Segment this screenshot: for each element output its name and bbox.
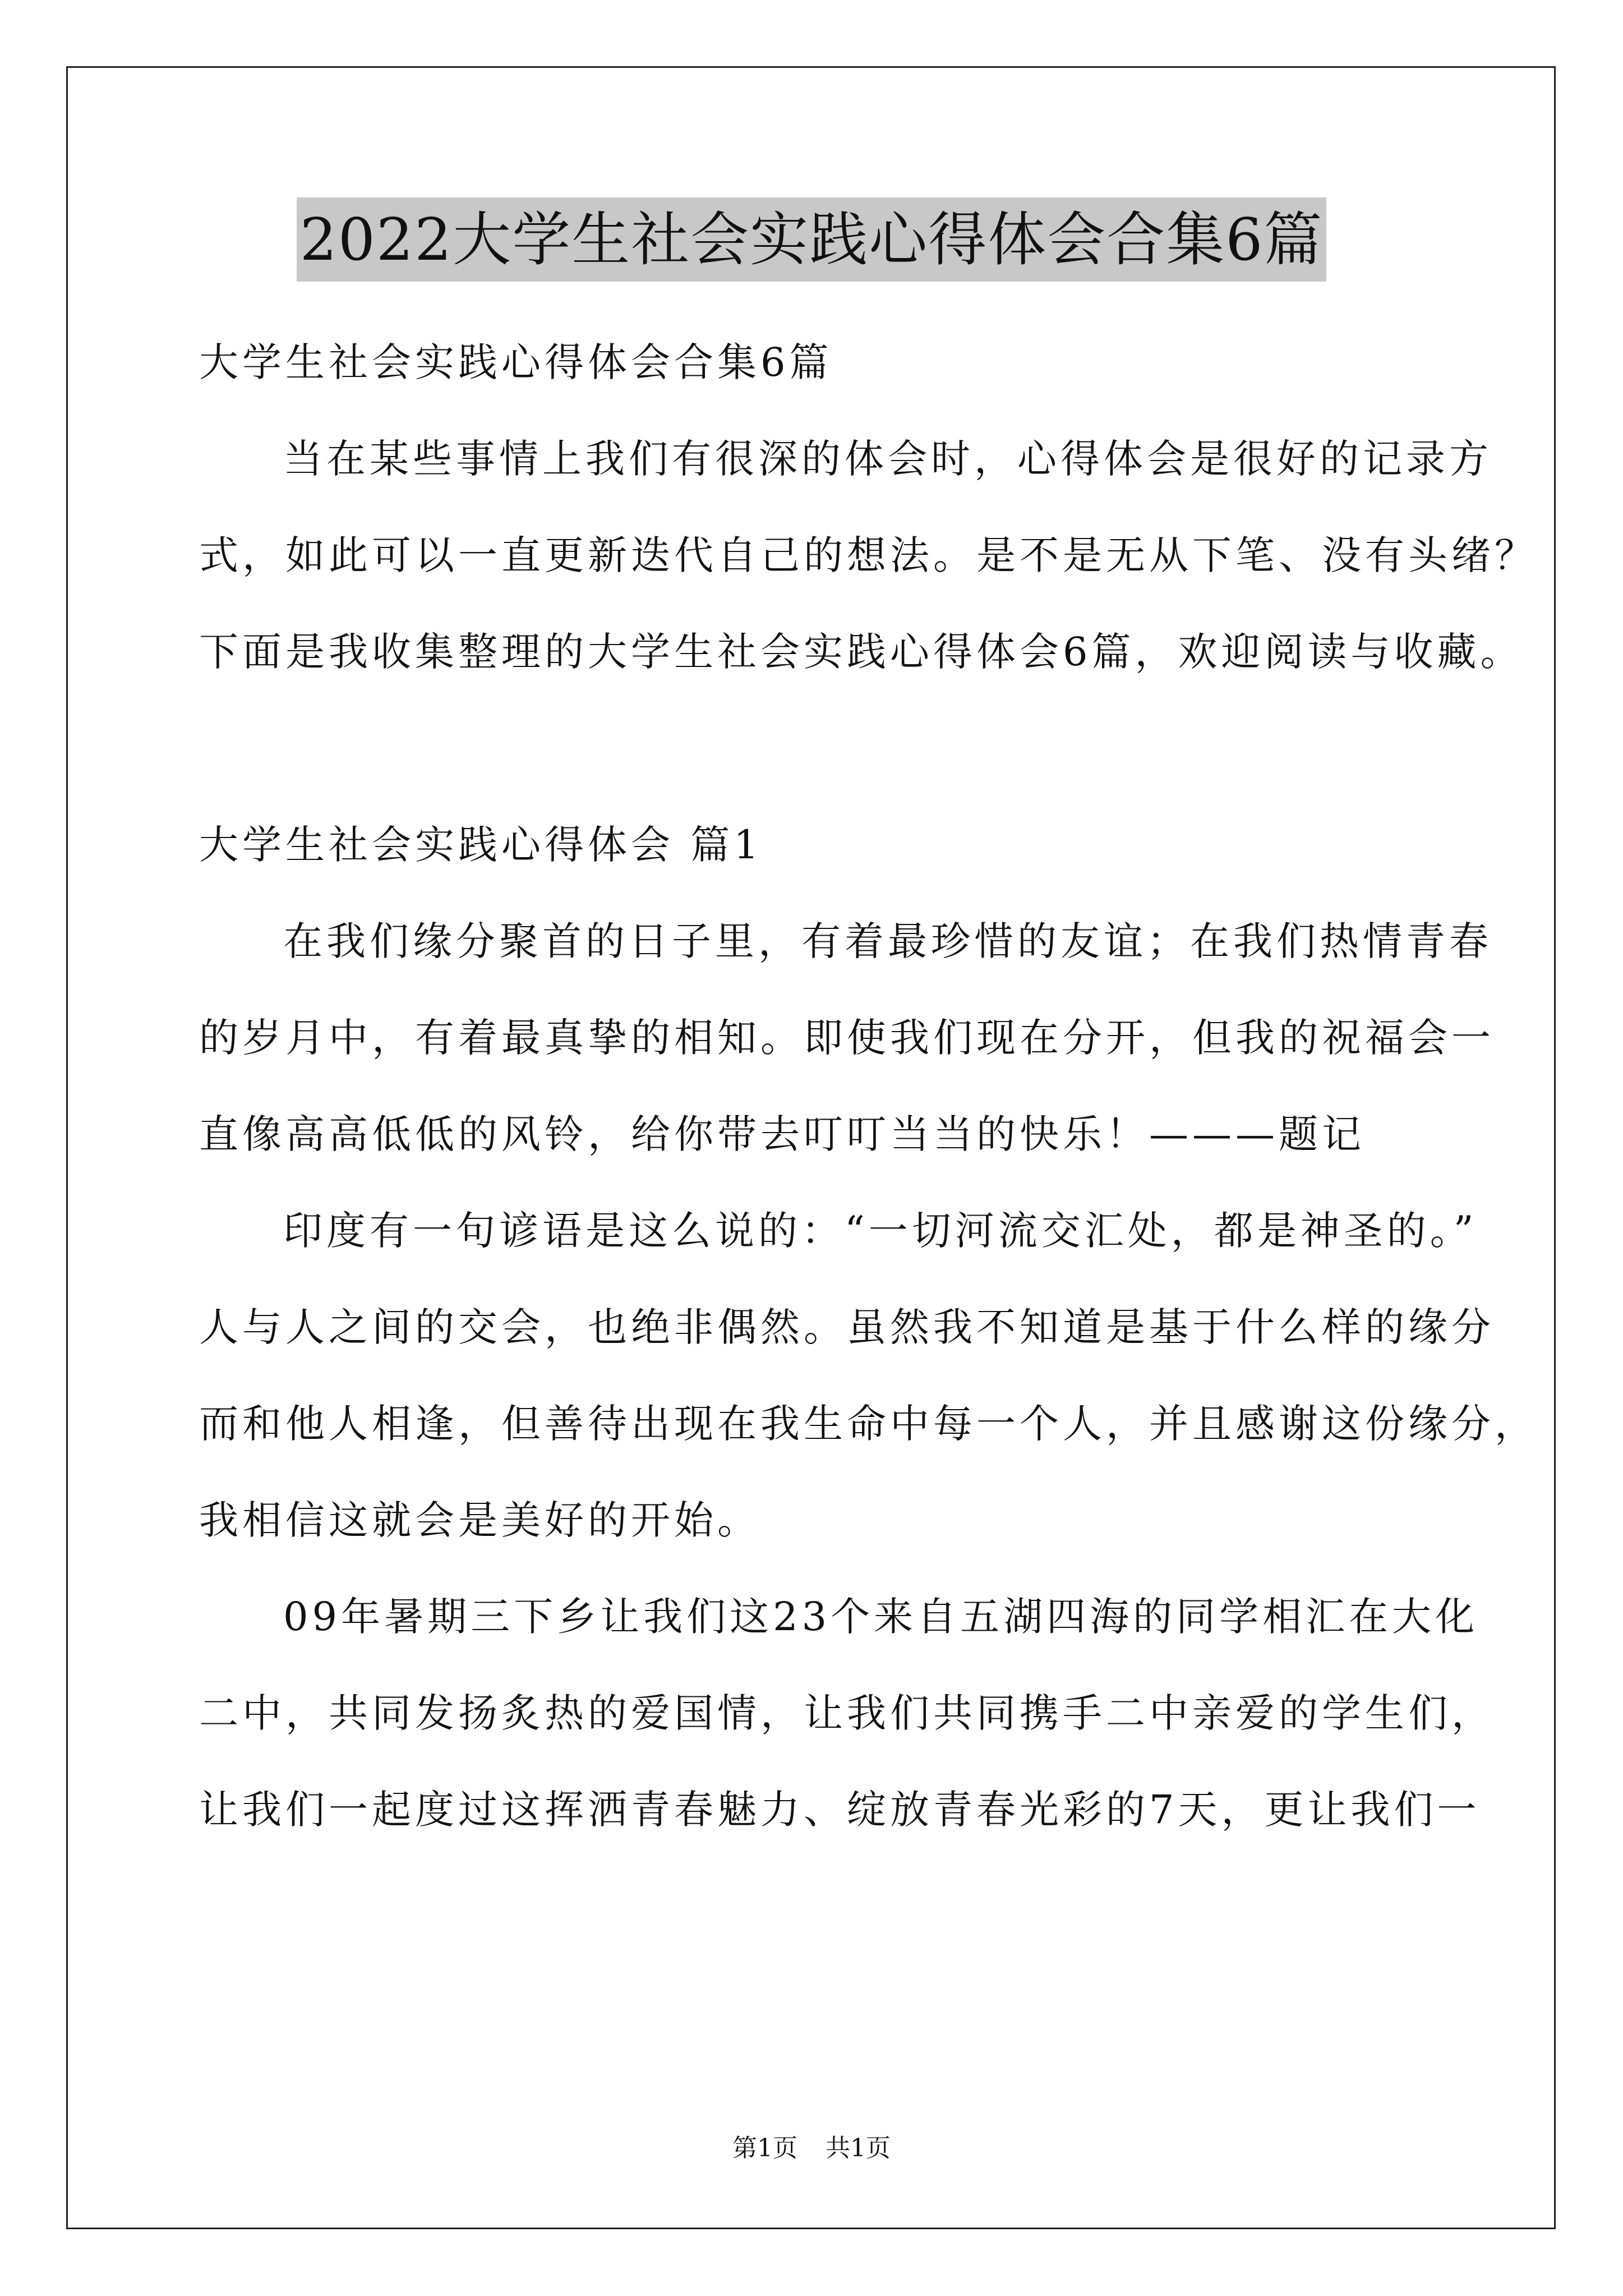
paragraph-line: 二中，共同发扬炙热的爱国情，让我们共同携手二中亲爱的学生们，	[199, 1690, 1495, 1736]
section-heading: 大学生社会实践心得体会 篇1	[199, 822, 763, 868]
paragraph-line: 让我们一起度过这挥洒青春魅力、绽放青春光彩的7天，更让我们一	[199, 1787, 1481, 1833]
intro-line: 当在某些事情上我们有很深的体会时，心得体会是很好的记录方	[283, 436, 1492, 482]
intro-line: 下面是我收集整理的大学生社会实践心得体会6篇，欢迎阅读与收藏。	[199, 629, 1524, 675]
paragraph-line: 的岁月中，有着最真挚的相知。即使我们现在分开，但我的祝福会一	[199, 1015, 1495, 1061]
document-title: 2022大学生社会实践心得体会合集6篇	[297, 197, 1327, 282]
blank-line	[199, 700, 1433, 797]
paragraph-line: 而和他人相逢，但善待出现在我生命中每一个人，并且感谢这份缘分，	[199, 1401, 1538, 1447]
document-subtitle: 大学生社会实践心得体会合集6篇	[199, 339, 833, 385]
intro-line: 式，如此可以一直更新迭代自己的想法。是不是无从下笔、没有头绪？	[199, 532, 1538, 578]
document-body	[199, 314, 1538, 1858]
paragraph-line: 09年暑期三下乡让我们这23个来自五湖四海的同学相汇在大化	[283, 1594, 1479, 1640]
page-footer	[0, 2132, 1623, 2165]
paragraph-line: 我相信这就会是美好的开始。	[199, 1497, 760, 1543]
page-total: 共1页	[826, 2134, 891, 2162]
paragraph-line: 人与人之间的交会，也绝非偶然。虽然我不知道是基于什么样的缘分	[199, 1304, 1495, 1350]
page-number: 第1页	[732, 2134, 797, 2162]
paragraph-line: 在我们缘分聚首的日子里，有着最珍惜的友谊；在我们热情青春	[283, 918, 1492, 964]
paragraph-line: 印度有一句谚语是这么说的：“一切河流交汇处，都是神圣的。”	[283, 1208, 1478, 1254]
paragraph-line: 直像高高低低的风铃，给你带去叮叮当当的快乐！———题记	[199, 1111, 1365, 1157]
title-wrap	[0, 197, 1623, 282]
